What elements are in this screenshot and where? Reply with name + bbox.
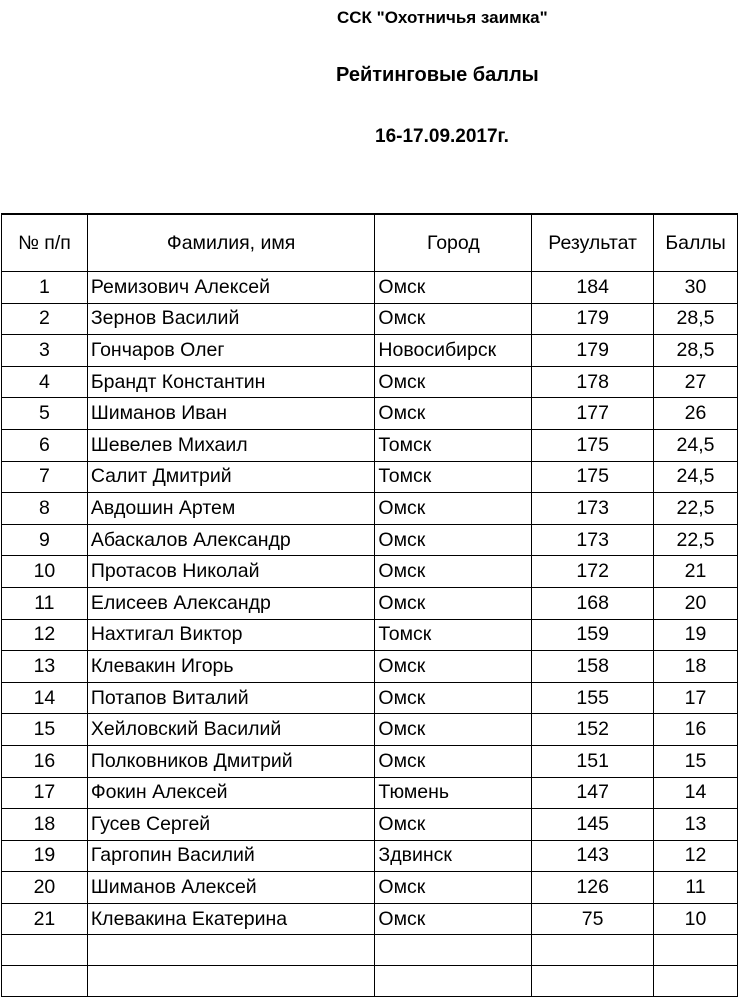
table-row (2, 272, 738, 304)
cell-points: 15 (654, 745, 738, 777)
empty-cell (532, 966, 654, 997)
cell-city: Новосибирск (375, 335, 532, 367)
cell-points: 24,5 (654, 429, 738, 461)
table-row (2, 398, 738, 430)
cell-name: Шевелев Михаил (87, 429, 375, 461)
cell-name: Шиманов Алексей (87, 872, 375, 904)
cell-result: 179 (532, 335, 654, 367)
cell-number: 16 (2, 745, 88, 777)
cell-points: 20 (654, 587, 738, 619)
cell-number: 4 (2, 366, 88, 398)
cell-name: Полковников Дмитрий (87, 745, 375, 777)
cell-points: 22,5 (654, 524, 738, 556)
cell-number: 20 (2, 872, 88, 904)
cell-city: Омск (375, 651, 532, 683)
cell-result: 152 (532, 714, 654, 746)
cell-result: 158 (532, 651, 654, 683)
cell-number: 3 (2, 335, 88, 367)
cell-result: 184 (532, 272, 654, 304)
empty-cell (375, 935, 532, 966)
cell-result: 147 (532, 777, 654, 809)
cell-points: 21 (654, 556, 738, 588)
table-row (2, 335, 738, 367)
cell-points: 11 (654, 872, 738, 904)
cell-number: 19 (2, 840, 88, 872)
empty-cell (654, 966, 738, 997)
cell-number: 6 (2, 429, 88, 461)
cell-points: 18 (654, 651, 738, 683)
cell-number: 13 (2, 651, 88, 683)
cell-number: 5 (2, 398, 88, 430)
cell-points: 27 (654, 366, 738, 398)
cell-city: Омск (375, 493, 532, 525)
table-row (2, 903, 738, 935)
table-row (2, 524, 738, 556)
cell-number: 15 (2, 714, 88, 746)
cell-points: 13 (654, 809, 738, 841)
cell-name: Авдошин Артем (87, 493, 375, 525)
cell-result: 179 (532, 303, 654, 335)
cell-result: 145 (532, 809, 654, 841)
club-title: ССК "Охотничья заимка" (337, 8, 548, 27)
cell-number: 11 (2, 587, 88, 619)
cell-name: Гаргопин Василий (87, 840, 375, 872)
empty-cell (87, 935, 375, 966)
cell-city: Омск (375, 398, 532, 430)
cell-name: Потапов Виталий (87, 682, 375, 714)
cell-points: 24,5 (654, 461, 738, 493)
table-header-row (2, 214, 738, 272)
cell-result: 177 (532, 398, 654, 430)
column-header-points: Баллы (654, 214, 738, 272)
cell-city: Омск (375, 303, 532, 335)
cell-city: Омск (375, 714, 532, 746)
cell-number: 1 (2, 272, 88, 304)
cell-city: Томск (375, 619, 532, 651)
cell-number: 21 (2, 903, 88, 935)
cell-result: 175 (532, 461, 654, 493)
cell-result: 168 (532, 587, 654, 619)
cell-result: 151 (532, 745, 654, 777)
cell-points: 16 (654, 714, 738, 746)
cell-result: 143 (532, 840, 654, 872)
empty-cell (2, 966, 88, 997)
cell-name: Брандт Константин (87, 366, 375, 398)
cell-result: 75 (532, 903, 654, 935)
table-row (2, 714, 738, 746)
cell-points: 26 (654, 398, 738, 430)
table-row (2, 809, 738, 841)
cell-points: 28,5 (654, 335, 738, 367)
cell-city: Омск (375, 587, 532, 619)
cell-name: Нахтигал Виктор (87, 619, 375, 651)
cell-number: 8 (2, 493, 88, 525)
cell-city: Омск (375, 556, 532, 588)
table-row (2, 493, 738, 525)
table-row (2, 651, 738, 683)
cell-points: 28,5 (654, 303, 738, 335)
cell-result: 172 (532, 556, 654, 588)
table-row (2, 840, 738, 872)
cell-points: 17 (654, 682, 738, 714)
cell-name: Клевакин Игорь (87, 651, 375, 683)
table-row (2, 777, 738, 809)
cell-name: Протасов Николай (87, 556, 375, 588)
cell-name: Шиманов Иван (87, 398, 375, 430)
cell-number: 10 (2, 556, 88, 588)
cell-number: 17 (2, 777, 88, 809)
cell-city: Омск (375, 682, 532, 714)
cell-city: Омск (375, 524, 532, 556)
cell-number: 2 (2, 303, 88, 335)
cell-city: Томск (375, 461, 532, 493)
cell-city: Омск (375, 809, 532, 841)
table-body (2, 272, 738, 997)
table-row (2, 587, 738, 619)
cell-name: Елисеев Александр (87, 587, 375, 619)
cell-name: Салит Дмитрий (87, 461, 375, 493)
cell-city: Томск (375, 429, 532, 461)
empty-row (2, 966, 738, 997)
cell-number: 14 (2, 682, 88, 714)
cell-result: 159 (532, 619, 654, 651)
page-title: Рейтинговые баллы (336, 64, 539, 86)
cell-city: Омск (375, 872, 532, 904)
empty-cell (2, 935, 88, 966)
cell-result: 126 (532, 872, 654, 904)
column-header-result: Результат (532, 214, 654, 272)
cell-points: 12 (654, 840, 738, 872)
empty-cell (375, 966, 532, 997)
cell-result: 173 (532, 524, 654, 556)
table-row (2, 366, 738, 398)
cell-points: 22,5 (654, 493, 738, 525)
cell-points: 14 (654, 777, 738, 809)
cell-city: Здвинск (375, 840, 532, 872)
cell-number: 12 (2, 619, 88, 651)
cell-name: Абаскалов Александр (87, 524, 375, 556)
table-row (2, 682, 738, 714)
cell-result: 173 (532, 493, 654, 525)
table-row (2, 745, 738, 777)
cell-name: Хейловский Василий (87, 714, 375, 746)
event-date: 16-17.09.2017г. (375, 126, 509, 147)
empty-row (2, 935, 738, 966)
cell-points: 10 (654, 903, 738, 935)
table-row (2, 872, 738, 904)
cell-name: Фокин Алексей (87, 777, 375, 809)
column-header-number: № п/п (2, 214, 88, 272)
table-row (2, 303, 738, 335)
cell-name: Клевакина Екатерина (87, 903, 375, 935)
table-row (2, 461, 738, 493)
cell-name: Зернов Василий (87, 303, 375, 335)
cell-name: Гусев Сергей (87, 809, 375, 841)
cell-points: 19 (654, 619, 738, 651)
empty-cell (654, 935, 738, 966)
cell-city: Омск (375, 903, 532, 935)
column-header-city: Город (375, 214, 532, 272)
cell-number: 9 (2, 524, 88, 556)
cell-result: 178 (532, 366, 654, 398)
cell-city: Омск (375, 272, 532, 304)
cell-points: 30 (654, 272, 738, 304)
cell-name: Ремизович Алексей (87, 272, 375, 304)
cell-number: 18 (2, 809, 88, 841)
empty-cell (87, 966, 375, 997)
table-row (2, 556, 738, 588)
cell-result: 175 (532, 429, 654, 461)
cell-city: Тюмень (375, 777, 532, 809)
column-header-name: Фамилия, имя (87, 214, 375, 272)
cell-name: Гончаров Олег (87, 335, 375, 367)
table-row (2, 429, 738, 461)
cell-city: Омск (375, 745, 532, 777)
empty-cell (532, 935, 654, 966)
table-row (2, 619, 738, 651)
results-table (1, 213, 738, 997)
cell-number: 7 (2, 461, 88, 493)
cell-city: Омск (375, 366, 532, 398)
cell-result: 155 (532, 682, 654, 714)
